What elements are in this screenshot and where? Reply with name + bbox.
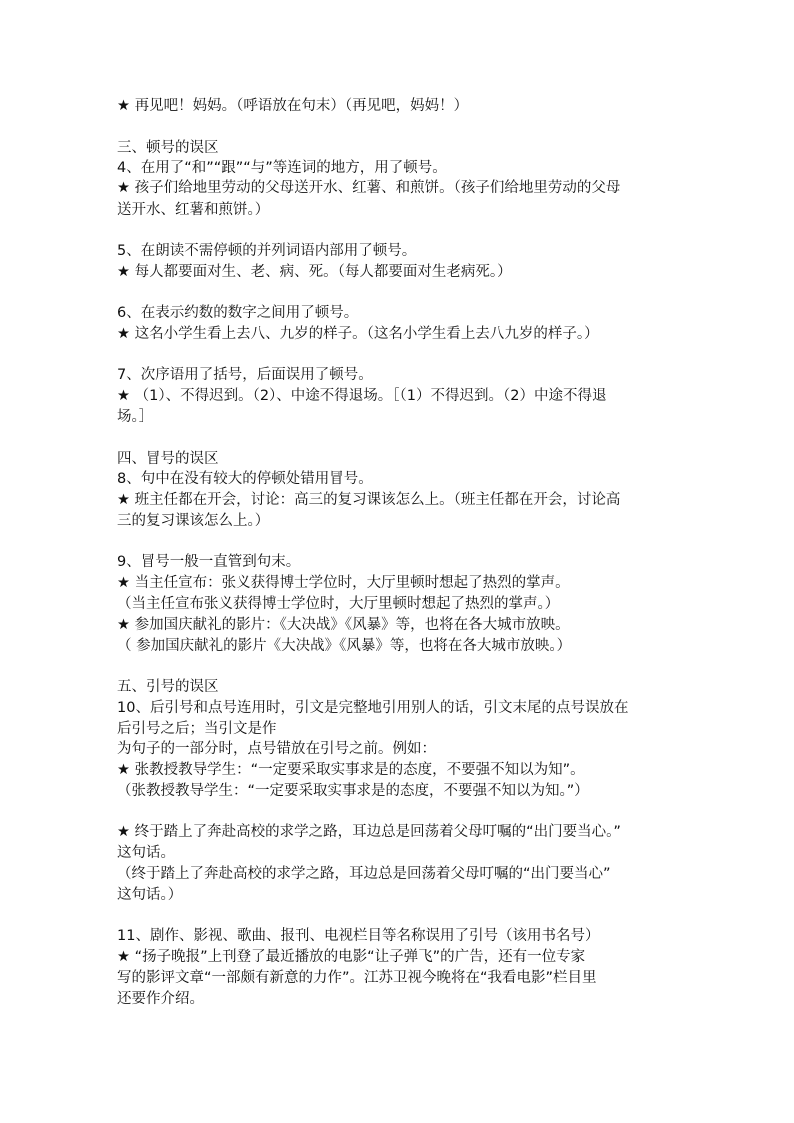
text-line: 后引号之后；当引文是作 bbox=[117, 721, 277, 737]
text-line: 还要作介绍。 bbox=[117, 991, 204, 1007]
text-line: ★ “扬子晚报”上刊登了最近播放的电影“让子弹飞”的广告，还有一位专家 bbox=[117, 949, 586, 965]
text-line: 6、在表示约数的数字之间用了顿号。 bbox=[117, 305, 359, 321]
text-line: ★ 当主任宣布：张义获得博士学位时，大厅里顿时想起了热烈的掌声。 bbox=[117, 575, 570, 591]
text-line: （张教授教导学生：“一定要采取实事求是的态度，不要强不知以为知。”） bbox=[117, 783, 589, 799]
text-line: ★ 终于踏上了奔赴高校的求学之路，耳边总是回荡着父母叮嘱的“出门要当心。” bbox=[117, 824, 621, 840]
text-line: 4、在用了“和”“跟”“与”等连词的地方，用了顿号。 bbox=[117, 160, 447, 176]
text-line: 7、次序语用了括号，后面误用了顿号。 bbox=[117, 367, 373, 383]
text-line: 11、剧作、影视、歌曲、报刊、电视栏目等名称误用了引号（该用书名号） bbox=[117, 928, 600, 944]
text-line: 这句话。） bbox=[117, 887, 183, 903]
text-line: 5、在朗读不需停顿的并列词语内部用了顿号。 bbox=[117, 243, 417, 259]
text-line: ★ 班主任都在开会，讨论：高三的复习课该怎么上。（班主任都在开会，讨论高 bbox=[117, 492, 621, 508]
text-line: ★ （1）、不得迟到。（2）、中途不得退场。［（1）不得迟到。（2）中途不得退 bbox=[117, 388, 607, 404]
text-line: 送开水、红薯和煎饼。） bbox=[117, 202, 270, 218]
text-line: 10、后引号和点号连用时，引文是完整地引用别人的话，引文末尾的点号误放在 bbox=[117, 700, 629, 716]
text-line: 8、句中在没有较大的停顿处错用冒号。 bbox=[117, 471, 373, 487]
section-heading: 四、冒号的误区 bbox=[117, 451, 219, 467]
text-line: ★ 再见吧！妈妈。（呼语放在句末）（再见吧，妈妈！） bbox=[117, 98, 469, 114]
text-line: ★ 每人都要面对生、老、病、死。（每人都要面对生老病死。） bbox=[117, 264, 512, 280]
text-line: 写的影评文章“一部颇有新意的力作”。江苏卫视今晚将在“我看电影”栏目里 bbox=[117, 970, 597, 986]
text-line: ★ 张教授教导学生：“一定要采取实事求是的态度，不要强不知以为知”。 bbox=[117, 762, 585, 778]
text-line: （ 参加国庆献礼的影片《大决战》《风暴》等，也将在各大城市放映。） bbox=[117, 638, 572, 654]
section-heading: 五、引号的误区 bbox=[117, 679, 219, 695]
text-line: 场。］ bbox=[117, 409, 154, 425]
text-line: （当主任宣布张义获得博士学位时，大厅里顿时想起了热烈的掌声。） bbox=[117, 596, 560, 612]
section-heading: 三、顿号的误区 bbox=[117, 140, 219, 156]
text-line: ★ 孩子们给地里劳动的父母送开水、红薯、和煎饼。（孩子们给地里劳动的父母 bbox=[117, 180, 621, 196]
text-line: 9、冒号一般一直管到句末。 bbox=[117, 554, 301, 570]
text-line: 这句话。 bbox=[117, 845, 175, 861]
text-line: 三的复习课该怎么上。） bbox=[117, 513, 270, 529]
text-line: （终于踏上了奔赴高校的求学之路，耳边总是回荡着父母叮嘱的“出门要当心” bbox=[117, 866, 611, 882]
text-line: 为句子的一部分时，点号错放在引号之前。例如： bbox=[117, 741, 436, 757]
text-line: ★ 参加国庆献礼的影片：《大决战》《风暴》等，也将在各大城市放映。 bbox=[117, 617, 570, 633]
text-line: ★ 这名小学生看上去八、九岁的样子。（这名小学生看上去八九岁的样子。） bbox=[117, 326, 599, 342]
